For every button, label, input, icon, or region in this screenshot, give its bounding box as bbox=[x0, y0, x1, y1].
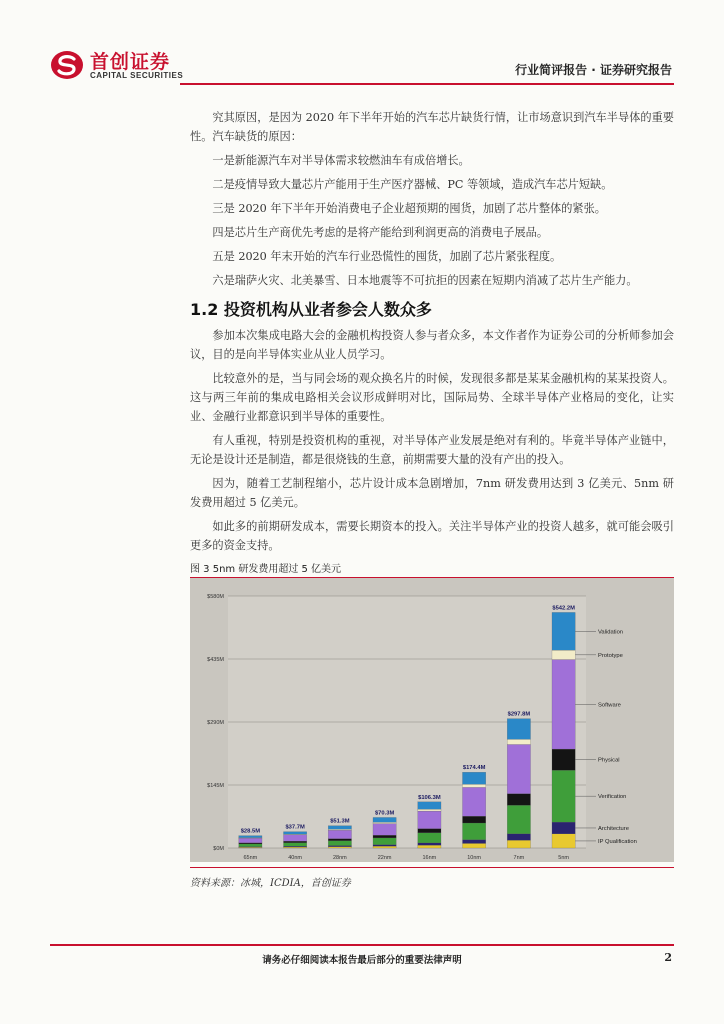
paragraph: 究其原因，是因为 2020 年下半年开始的汽车芯片缺货行情，让市场意识到汽车半导体的重要性。汽车缺货的原因： bbox=[190, 111, 674, 143]
bar-segment bbox=[552, 650, 575, 659]
paragraph: 参加本次集成电路大会的金融机构投资人参与者众多，本文作者作为证券公司的分析师参加会议，目的是向半导体实业从业人员学习。 bbox=[190, 329, 674, 361]
paragraph: 有人重视，特别是投资机构的重视，对半导体产业发展是绝对有利的。毕竟半导体产业链中，无论是设计还是制造，都是很烧钱的生意，前期需要大量的没有产出的投入。 bbox=[190, 434, 674, 466]
bar-segment bbox=[507, 794, 530, 806]
bar-segment bbox=[283, 843, 306, 847]
bar-segment bbox=[462, 787, 485, 816]
bar-segment bbox=[507, 739, 530, 744]
legend-label: Verification bbox=[598, 794, 627, 801]
bar-segment bbox=[507, 805, 530, 833]
page-number: 2 bbox=[664, 951, 672, 964]
bar-total-label: $297.8M bbox=[507, 711, 531, 718]
figure-source: 资料来源：冰城，ICDIA，首创证券 bbox=[190, 878, 351, 889]
bar-segment bbox=[552, 770, 575, 822]
bar-segment bbox=[418, 811, 441, 829]
bar-segment bbox=[373, 817, 396, 822]
bar-segment bbox=[552, 749, 575, 770]
bar-segment bbox=[328, 826, 351, 830]
body-text bbox=[190, 108, 674, 560]
bar-total-label: $70.3M bbox=[374, 810, 395, 817]
bar-total-label: $542.2M bbox=[552, 605, 575, 612]
bar-segment bbox=[283, 846, 306, 847]
paragraph: 三是 2020 年下半年开始消费电子企业超预期的囤货，加剧了芯片整体的紧张。 bbox=[212, 202, 606, 215]
bar-segment bbox=[462, 784, 485, 787]
section-title: 1.2 投资机构从业者参会人数众多 bbox=[190, 300, 432, 319]
paragraph: 因为，随着工艺制程缩小，芯片设计成本急剧增加，7nm 研发费用达到 3 亿美元、5nm 研发费用超过 5 亿美元。 bbox=[190, 477, 674, 509]
paragraph: 六是瑞萨火灾、北美暴雪、日本地震等不可抗拒的因素在短期内消减了芯片生产能力。 bbox=[212, 274, 638, 287]
bar-segment bbox=[552, 834, 575, 848]
bar-segment bbox=[373, 824, 396, 836]
x-tick-label: 22nm bbox=[377, 855, 392, 861]
legend-label: Software bbox=[598, 702, 621, 709]
x-tick-label: 5nm bbox=[558, 855, 569, 861]
bar-segment bbox=[418, 809, 441, 811]
report-type-title: 行业简评报告 · 证券研究报告 bbox=[515, 63, 672, 77]
paragraph: 一是新能源汽车对半导体需求较燃油车有成倍增长。 bbox=[212, 154, 470, 167]
x-tick-label: 28nm bbox=[332, 855, 347, 861]
capital-securities-logo-icon bbox=[50, 50, 84, 80]
bar-segment bbox=[418, 845, 441, 848]
bar-segment bbox=[283, 841, 306, 842]
paragraph: 五是 2020 年末开始的汽车行业恐慌性的囤货，加剧了芯片紧张程度。 bbox=[212, 250, 562, 263]
paragraph: 四是芯片生产商优先考虑的是将产能给到利润更高的消费电子展品。 bbox=[212, 226, 549, 239]
legal-notice: 请务必仔细阅读本报告最后部分的重要法律声明 bbox=[262, 955, 462, 966]
bar-segment bbox=[283, 835, 306, 841]
bar-segment bbox=[462, 843, 485, 848]
paragraph: 如此多的前期研发成本，需要长期资本的投入。关注半导体产业的投资人越多，就可能会吸引更多的资金支持。 bbox=[190, 520, 674, 552]
footer-divider bbox=[50, 944, 674, 946]
bar-total-label: $106.3M bbox=[418, 794, 441, 801]
bar-segment bbox=[328, 839, 351, 841]
x-tick-label: 10nm bbox=[467, 855, 482, 861]
paragraph: 二是疫情导致大量芯片产能用于生产医疗器械、PC 等领域，造成汽车芯片短缺。 bbox=[212, 178, 613, 191]
bar-segment bbox=[283, 832, 306, 835]
y-tick-label: $0M bbox=[213, 846, 224, 852]
x-tick-label: 65nm bbox=[243, 855, 258, 861]
bar-segment bbox=[552, 660, 575, 750]
bar-segment bbox=[373, 845, 396, 847]
bar-segment bbox=[373, 835, 396, 838]
bar-total-label: $51.3M bbox=[330, 818, 350, 825]
logo-chinese-name: 首创证券 bbox=[90, 51, 171, 73]
figure-bottom-divider bbox=[190, 867, 674, 868]
y-tick-label: $290M bbox=[207, 720, 224, 726]
bar-segment bbox=[239, 836, 262, 838]
rd-cost-chart bbox=[190, 578, 674, 862]
bar-segment bbox=[507, 719, 530, 740]
bar-segment bbox=[283, 847, 306, 848]
bar-segment bbox=[507, 840, 530, 848]
bar-segment bbox=[462, 772, 485, 784]
bar-segment bbox=[239, 843, 262, 844]
bar-segment bbox=[373, 822, 396, 823]
bar-segment bbox=[462, 816, 485, 823]
legend-label: Architecture bbox=[598, 825, 629, 832]
y-tick-label: $145M bbox=[207, 783, 224, 789]
bar-segment bbox=[552, 822, 575, 834]
legend-label: IP Qualification bbox=[598, 838, 637, 845]
bar-total-label: $174.4M bbox=[462, 765, 486, 772]
figure-caption: 图 3 5nm 研发费用超过 5 亿美元 bbox=[190, 560, 674, 578]
bar-segment bbox=[462, 840, 485, 844]
bar-segment bbox=[507, 834, 530, 840]
y-tick-label: $580M bbox=[207, 594, 224, 600]
bar-segment bbox=[418, 843, 441, 845]
bar-segment bbox=[328, 829, 351, 830]
bar-segment bbox=[418, 833, 441, 843]
legend-label: Physical bbox=[598, 757, 620, 764]
chart-svg bbox=[190, 578, 674, 862]
bar-total-label: $37.7M bbox=[285, 824, 305, 831]
legend-label: Validation bbox=[598, 629, 624, 636]
bar-segment bbox=[328, 830, 351, 838]
paragraph: 比较意外的是，当与同会场的观众换名片的时候，发现很多都是某某金融机构的某某投资人。这与两三年前的集成电路相关会议形成鲜明对比，国际局势、全球半导体产业格局的变化，让实业、金融行业都意识到半导体的重要性。 bbox=[190, 372, 674, 423]
y-tick-label: $435M bbox=[207, 657, 224, 663]
page-header bbox=[50, 45, 674, 85]
x-tick-label: 16nm bbox=[422, 855, 437, 861]
logo-english-name: CAPITAL SECURITIES bbox=[90, 71, 184, 80]
bar-segment bbox=[507, 744, 530, 793]
bar-segment bbox=[418, 802, 441, 809]
bar-segment bbox=[239, 838, 262, 843]
bar-segment bbox=[328, 846, 351, 847]
legend-label: Prototype bbox=[598, 652, 623, 659]
bar-segment bbox=[418, 829, 441, 833]
bar-segment bbox=[239, 844, 262, 847]
header-divider bbox=[180, 83, 674, 85]
bar-segment bbox=[552, 612, 575, 650]
bar-segment bbox=[373, 838, 396, 845]
bar-segment bbox=[462, 823, 485, 840]
bar-segment bbox=[328, 841, 351, 846]
x-tick-label: 40nm bbox=[288, 855, 303, 861]
bar-total-label: $28.5M bbox=[240, 828, 261, 835]
bar-segment bbox=[373, 846, 396, 848]
bar-segment bbox=[328, 847, 351, 848]
x-tick-label: 7nm bbox=[513, 855, 525, 861]
bar-segment bbox=[239, 847, 262, 848]
